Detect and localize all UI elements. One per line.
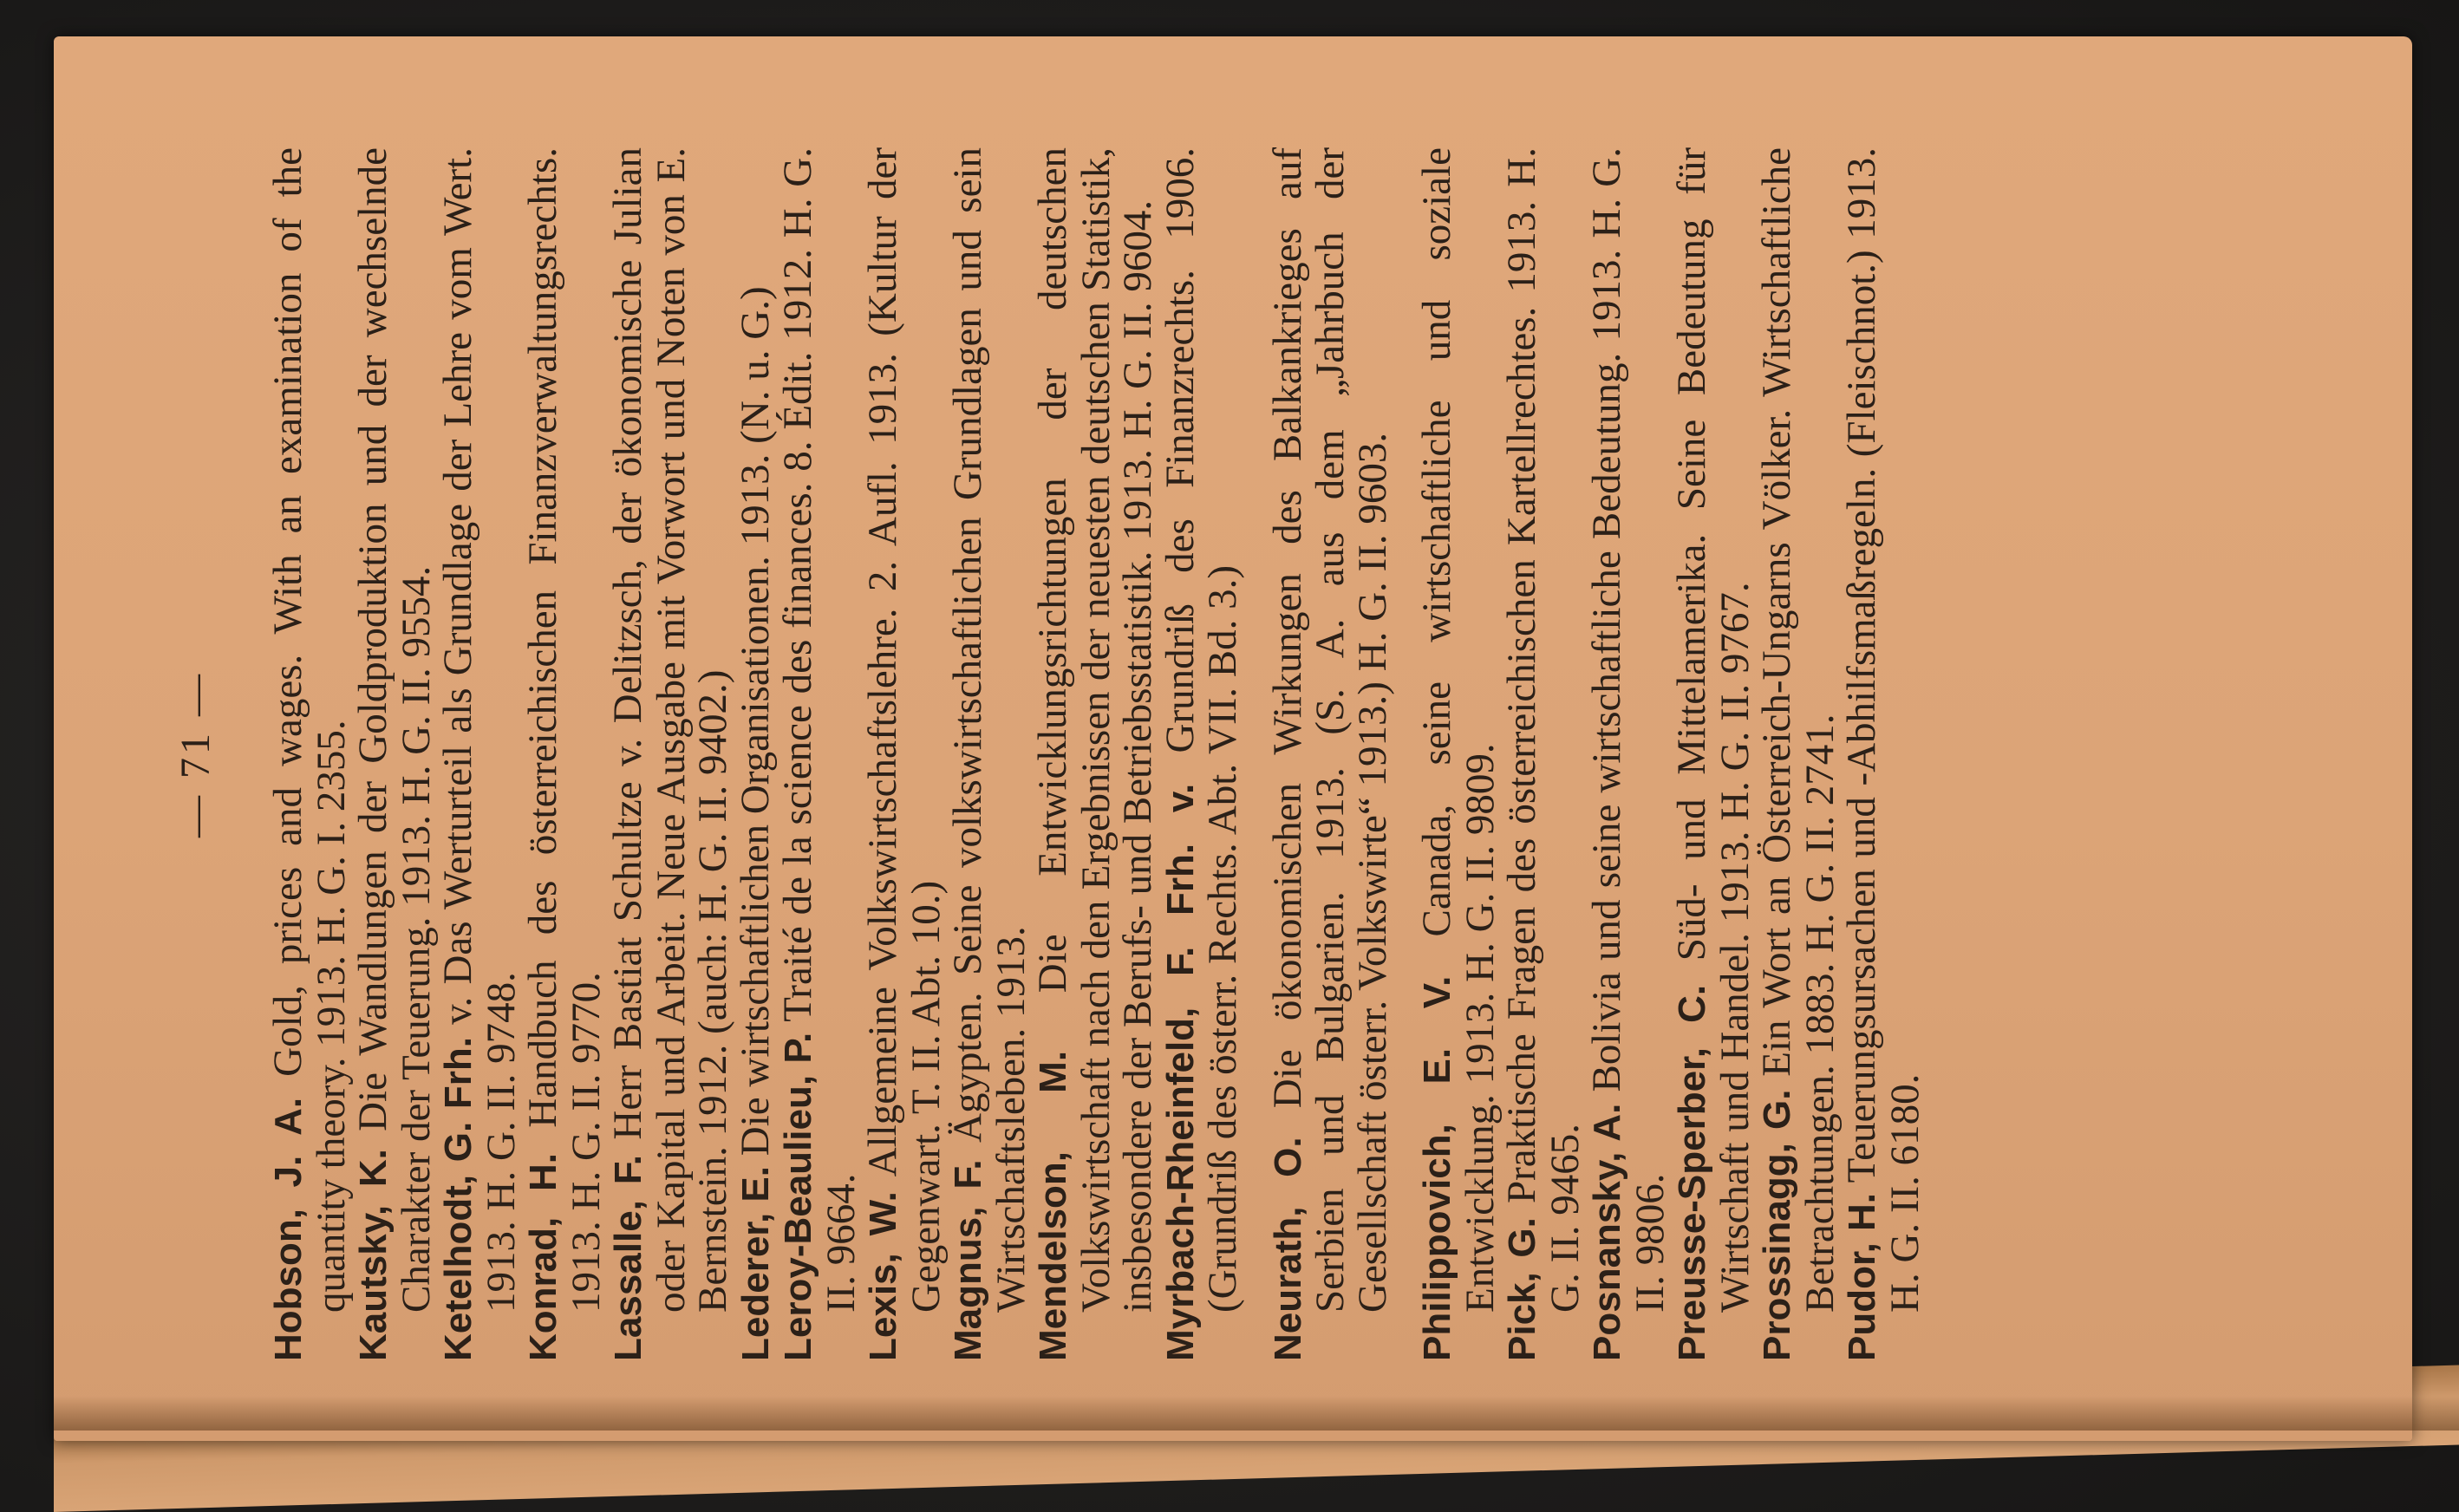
bibliography-entry [520, 147, 609, 1361]
entry-author: Hobson, J. A. [267, 1097, 310, 1361]
bibliography-entry [1414, 147, 1503, 1361]
bibliography-entry [1157, 147, 1245, 1361]
entry-author: Leroy-Beaulieu, P. [777, 1032, 819, 1361]
entry-author: Neurath, O. [1266, 1137, 1309, 1361]
entry-author: Kautsky, K. [352, 1149, 395, 1361]
entry-text: Bolivia und seine wirtschaftliche Bedeutung. 1913. H. G. II. 9806. [1584, 147, 1673, 1313]
bibliography-entry [1839, 147, 1927, 1361]
bibliography-entry [860, 147, 949, 1361]
entry-text: Die Entwicklungsrichtungen der deutschen Volkswirtschaft nach den Ergebnissen der neuesten deutschen Statistik, insbesondere der Berufs- und Betriebsstatistik. 1913. H. G. II. 9604. [1030, 147, 1160, 1313]
entry-text: Handbuch des österreichischen Finanzverwaltungsrechts. 1913. H. G. II. 9770. [520, 147, 609, 1313]
bibliography-entry [775, 147, 864, 1361]
entry-text: Allgemeine Volkswirtschaftslehre. 2. Aufl. 1913. (Kultur der Gegenwart. T. II. Abt. 10.) [860, 147, 949, 1313]
entry-text: Teuerungsursachen und -Abhilfsmaßregeln. (Fleischnot.) 1913. H. G. II. 6180. [1839, 147, 1927, 1313]
entry-author: Magnus, F. [947, 1159, 989, 1361]
bibliography-entry [1499, 147, 1588, 1361]
entry-text: Ägypten. Seine volkswirtschaftlichen Grundlagen und sein Wirtschaftsleben. 1913. [945, 147, 1034, 1313]
entry-author: Mendelson, M. [1032, 1050, 1074, 1361]
entry-author: Ketelhodt, G. Frh. [437, 1037, 479, 1361]
bibliography-entry [605, 147, 735, 1361]
entry-text: Praktische Fragen des österreichischen Kartellrechtes. 1913. H. G. II. 9465. [1499, 147, 1588, 1313]
entry-text: Ein Wort an Österreich-Ungarns Völker. Wirtschaftliche Betrachtungen. 1883. H. G. II. 2741. [1754, 147, 1843, 1313]
bibliography-entry [1754, 147, 1843, 1361]
entry-author: Prossinagg, G. [1756, 1089, 1798, 1361]
entry-author: Lederer, E. [734, 1165, 777, 1361]
bibliography-entry [1584, 147, 1673, 1361]
entry-author: Konrad, H. [522, 1153, 564, 1361]
bibliography-list [267, 147, 1926, 1361]
entry-text: Die Wandlungen der Goldproduktion und der wechselnde Charakter der Teuerung. 1913. H. G. II. 9554. [350, 147, 439, 1313]
entry-author: Pick, G. [1501, 1217, 1543, 1361]
bibliography-entry [350, 147, 439, 1361]
entry-author: Pudor, H. [1841, 1193, 1883, 1361]
bibliography-entry [732, 147, 778, 1361]
entry-author: Preusse-Sperber, C. [1671, 984, 1713, 1361]
bibliography-entry [1669, 147, 1758, 1361]
entry-text: Die ökonomischen Wirkungen des Balkankrieges auf Serbien und Bulgarien. 1913. (S. A. aus dem „Jahrbuch der Gesellschaft österr. Volkswirte“ 1913.) H. G. II. 9603. [1264, 147, 1395, 1313]
page-number: — 71 — [173, 671, 219, 837]
entry-text: Grundriß des Finanzrechts. 1906. (Grundriß des österr. Rechts. Abt. VII. Bd. 3.) [1157, 147, 1245, 1313]
bibliography-entry [265, 147, 354, 1361]
entry-author: Philippovich, E. V. [1416, 975, 1458, 1361]
entry-text: Die wirtschaftlichen Organisationen. 1913. (N. u. G.) [732, 286, 778, 1166]
entry-text: Herr Bastiat Schultze v. Delitzsch, der ökonomische Julian oder Kapital und Arbeit. Neue Ausgabe mit Vorwort und Noten von E. Bernstein. 1912. (auch: H. G. II. 9402.) [605, 147, 735, 1313]
entry-text: Gold, prices and wages. With an examination of the quantity theory. 1913. H. G. I. 2355. [265, 147, 354, 1313]
page-gutter-shadow [54, 1396, 2459, 1431]
entry-text: Traité de la science des finances. 8. Édit. 1912. H. G. II. 9664. [775, 147, 864, 1313]
entry-author: Lassalle, F. [607, 1155, 649, 1361]
entry-text: Canada, seine wirtschaftliche und soziale Entwicklung. 1913. H. G. II. 9809. [1414, 147, 1503, 1313]
entry-author: Myrbach-Rheinfeld, F. Frh. v. [1158, 783, 1202, 1361]
bibliography-entry [945, 147, 1034, 1361]
entry-text: Süd- und Mittelamerika. Seine Bedeutung für Wirtschaft und Handel. 1913. H. G. II. 9767. [1669, 147, 1758, 1313]
bibliography-entry [1030, 147, 1160, 1361]
rotated-page-content [173, 147, 2175, 1361]
bibliography-entry [1264, 147, 1395, 1361]
entry-text: v. Das Werturteil als Grundlage der Lehre vom Wert. 1913. H. G. II. 9748. [435, 147, 524, 1313]
bibliography-entry [435, 147, 524, 1361]
entry-author: Lexis, W. [862, 1191, 904, 1361]
entry-author: Posnansky, A. [1586, 1103, 1628, 1361]
